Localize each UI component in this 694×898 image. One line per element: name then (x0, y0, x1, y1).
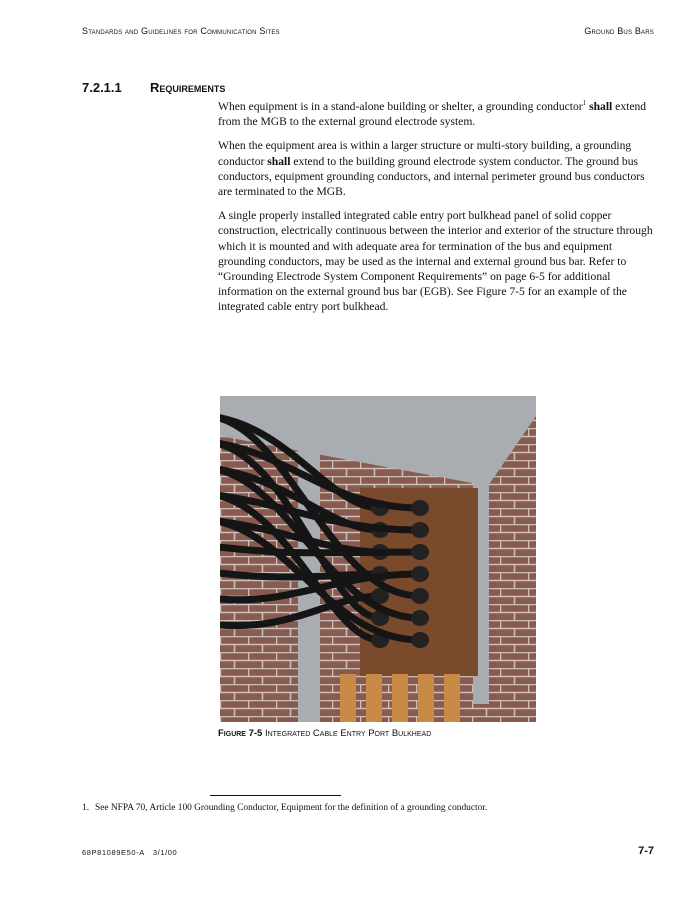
footer-doc-info (82, 848, 177, 857)
p2-text-after: extend to the building ground electrode system conductor. The ground bus conductors, equipment grounding conductors, and internal perimeter ground bus conductors are terminated to the MGB. (218, 154, 645, 199)
cable-port (411, 610, 429, 626)
running-header-title: Standards and Guidelines for Communication Sites (82, 26, 280, 36)
p2-text-before: When the equipment area is within a larger structure or multi-story building, a grounding conductor (218, 139, 632, 168)
footer-date: 3/1/00 (152, 848, 178, 857)
figure-label: Figure 7-5 (218, 728, 263, 739)
section-number: 7.2.1.1 (82, 80, 122, 95)
section-title: Requirements (150, 80, 226, 95)
footnote (82, 803, 487, 813)
p1-text-after: extend from the MGB to the external ground electrode system. (218, 100, 647, 129)
p1-shall: shall (589, 100, 613, 113)
bulkhead-photo (220, 396, 536, 722)
p1-text-before: When equipment is in a stand-alone building or shelter, a grounding conductor (218, 100, 583, 113)
footnote-rule (210, 795, 341, 796)
cable-port (411, 632, 429, 648)
body-text (218, 99, 658, 324)
paragraph-3: A single properly installed integrated cable entry port bulkhead panel of solid copper construction, electrically continuous between the interior and exterior of the structure through which it is mounted and with adequate area for termination of the bus and equipment grounding conductors, may be used as the internal and external ground bus bar. Refer to “Grounding Electrode System Component Requirements” on page 6-5 for additional information on the external ground bus bar (EGB). See Figure 7-5 for an example of the integrated cable entry port bulkhead. (218, 209, 653, 314)
footnote-ref: 1 (582, 99, 587, 108)
cable-port (411, 544, 429, 560)
cable-port (411, 588, 429, 604)
cable-port (411, 566, 429, 582)
paragraph-2 (218, 138, 658, 199)
figure-caption-text: Integrated Cable Entry Port Bulkhead (264, 728, 432, 739)
footer-doc-id: 68P81089E50-A (82, 848, 145, 857)
figure-caption (218, 728, 431, 739)
footnote-number: 1. (82, 803, 90, 813)
ground-strap (418, 674, 434, 722)
footnote-text: See NFPA 70, Article 100 Grounding Conductor, Equipment for the definition of a grounding conductor. (95, 803, 488, 813)
paragraph-1 (218, 99, 658, 129)
p2-shall: shall (267, 154, 291, 168)
cable-port (411, 522, 429, 538)
page-number: 7-7 (638, 845, 654, 857)
ground-strap (392, 674, 408, 722)
running-header-section: Ground Bus Bars (584, 26, 654, 36)
ground-strap (366, 674, 382, 722)
cable-port (411, 500, 429, 516)
ground-strap (444, 674, 460, 722)
ground-strap (340, 674, 356, 722)
